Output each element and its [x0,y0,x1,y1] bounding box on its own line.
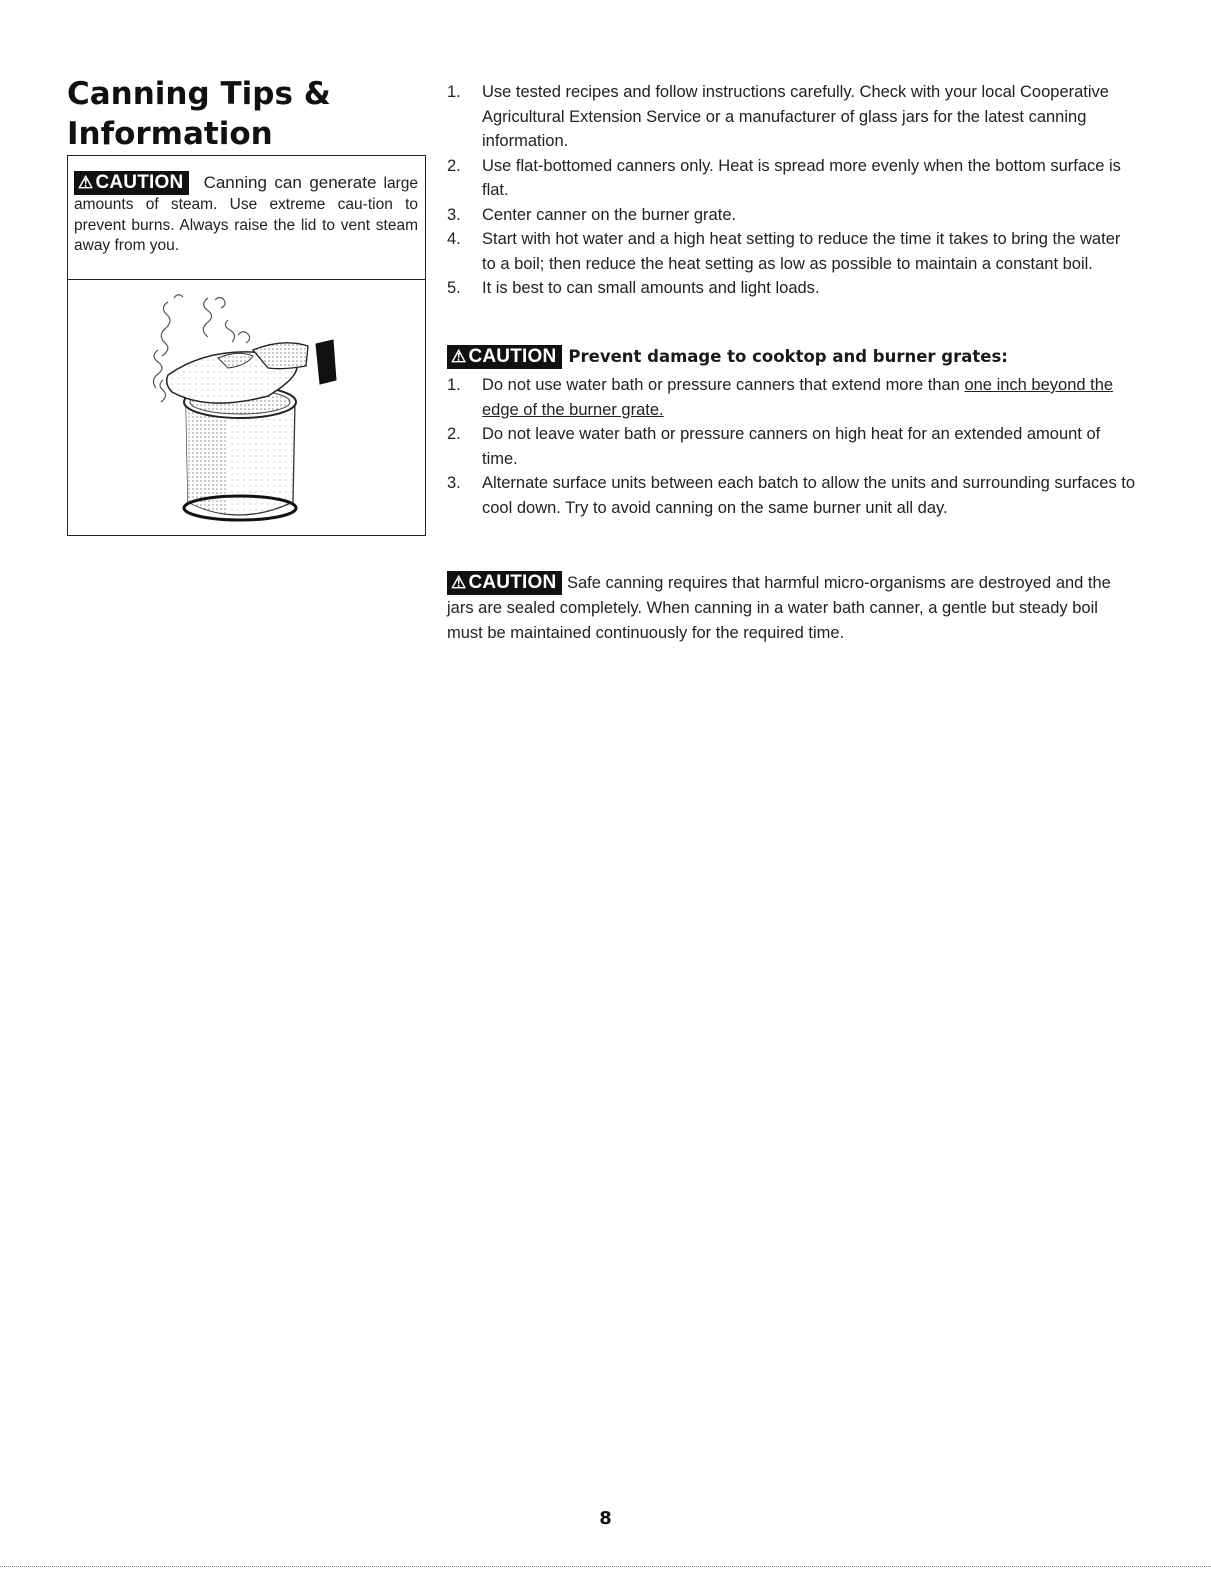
list-item: 3. Center canner on the burner grate. [447,205,737,224]
caution-badge: ⚠ CAUTION [447,571,562,595]
caution-text-area [68,156,425,280]
caution-body-text: large amounts of steam. Use extreme cau-tion to prevent burns. Always raise the lid to vent steam away from you. [74,175,418,254]
caution-badge: ⚠ CAUTION [74,171,189,195]
list-item: 1. Do not use water bath or pressure canners that extend more than one inch beyond the edge of the burner grate. [447,376,1114,419]
bottom-rule [0,1566,1211,1567]
list-item: 2. Use flat-bottomed canners only. Heat is spread more evenly when the bottom surface is flat. [447,156,1121,199]
safe-canning-text: Safe canning requires that harmful micro-organisms are destroyed and the jars are sealed completely. When canning in a water bath canner, a gentle but steady boil must be maintained continuously for the required time. [447,574,1111,642]
damage-list [447,373,1137,520]
caution-lead-text: Canning can generate [203,173,377,192]
list-item: 3. Alternate surface units between each batch to allow the units and surrounding surfaces to cool down. Try to avoid canning on the same burner unit all day. [447,474,1136,517]
caution-box [67,155,426,536]
warning-triangle-icon: ⚠ [451,573,467,592]
safe-canning-caution [447,571,1132,646]
caution-paragraph [74,171,418,257]
list-item: 1. Use tested recipes and follow instructions carefully. Check with your local Cooperative Agricultural Extension Service or a manufacturer of glass jars for the latest canning information. [447,83,1109,150]
list-item: 5. It is best to can small amounts and light loads. [447,279,820,297]
caution-badge: ⚠ CAUTION [447,345,562,369]
list-item: 2. Do not leave water bath or pressure canners on high heat for an extended amount of time. [447,425,1101,468]
page-number: 8 [599,1508,612,1529]
damage-caution-header [447,344,1147,370]
page-title: Canning Tips & Information [67,76,331,152]
damage-heading: Prevent damage to cooktop and burner grates: [568,347,1008,366]
canner-illustration [68,280,425,536]
sleeve-cuff [316,340,336,384]
warning-triangle-icon: ⚠ [451,347,467,366]
underlined-warning: one inch beyond the edge of the burner grate. [482,376,1114,419]
warning-triangle-icon: ⚠ [78,173,94,192]
list-item: 4. Start with hot water and a high heat setting to reduce the time it takes to bring the water to a boil; then reduce the heat setting as low as possible to maintain a constant boil. [447,230,1121,273]
canning-tips-list [447,80,1137,301]
